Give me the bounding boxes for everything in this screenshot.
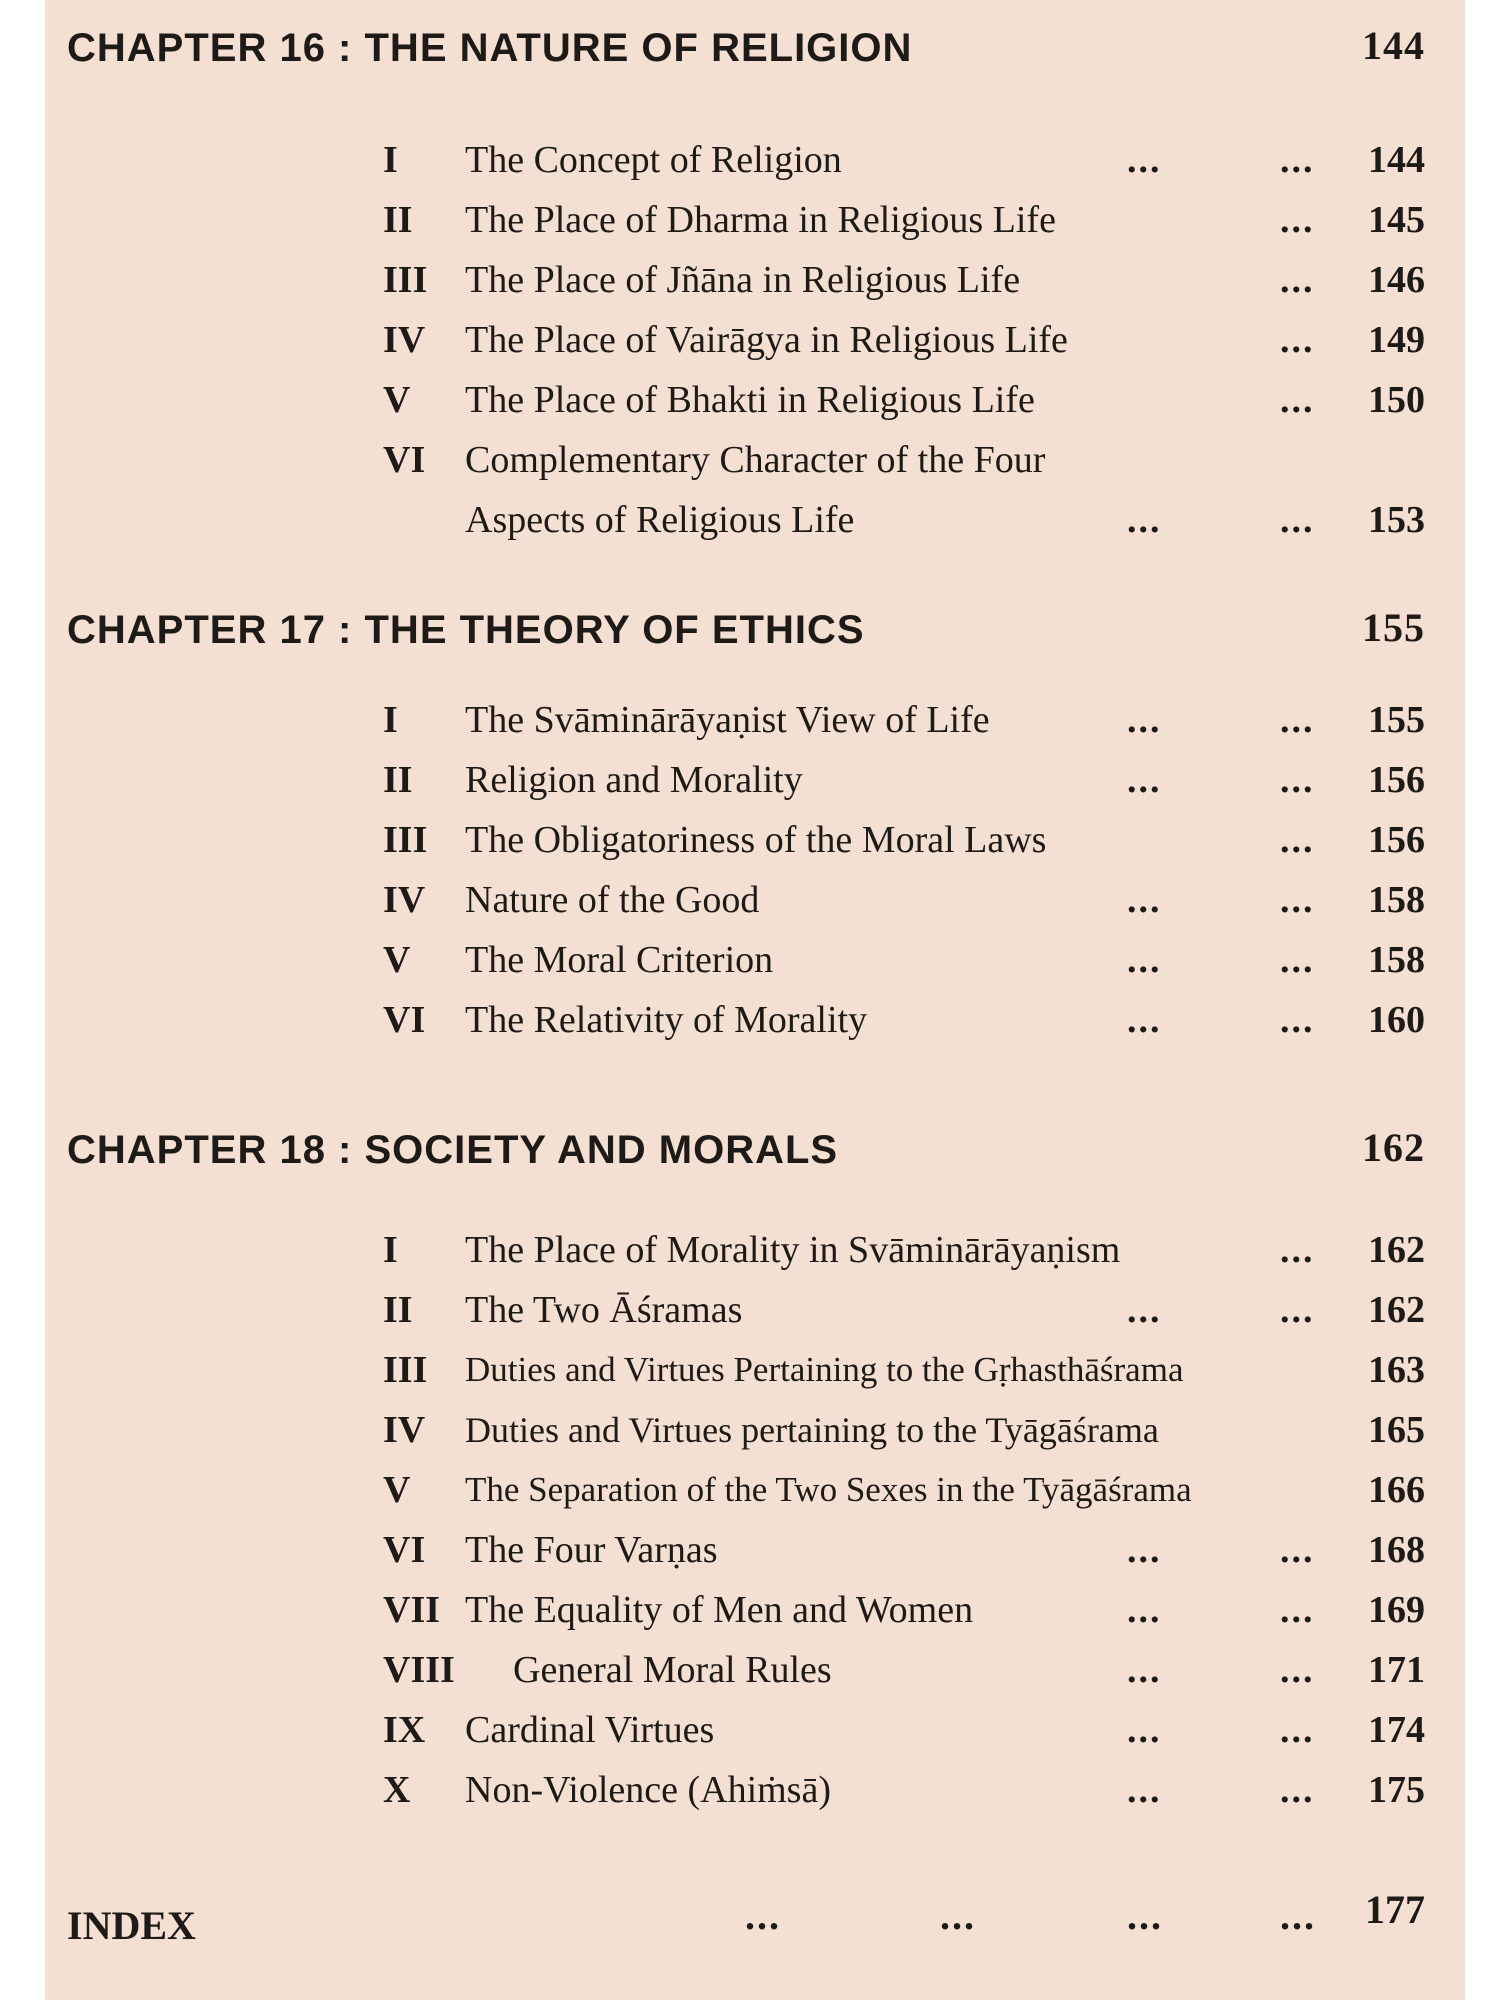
toc-entry[interactable]	[45, 370, 1465, 430]
leader-dots: ...	[1280, 319, 1315, 361]
entry-page: 144	[1368, 139, 1425, 181]
leader-dots: ...	[1280, 1893, 1316, 1938]
entry-title: The Two Āśramas	[465, 1289, 743, 1331]
chapter-18	[45, 1110, 1465, 1820]
chapter-title: CHAPTER 17 : THE THEORY OF ETHICS	[67, 608, 865, 652]
entry-page: 150	[1368, 379, 1425, 421]
entry-title: Religion and Morality	[465, 759, 803, 801]
entry-page: 153	[1368, 499, 1425, 541]
leader-dots: ...	[1280, 699, 1315, 741]
entry-title: The Moral Criterion	[465, 939, 774, 981]
leader-dots: ...	[745, 1893, 781, 1938]
entry-number: IV	[383, 1409, 426, 1451]
chapter-page: 155	[1362, 605, 1425, 650]
leader-dots: ...	[1127, 699, 1162, 741]
leader-dots: ...	[1280, 139, 1315, 181]
entry-title: The Four Varṇas	[465, 1529, 718, 1571]
leader-dots: ...	[1280, 939, 1315, 981]
index-page: 177	[1365, 1887, 1425, 1932]
leader-dots: ...	[1127, 1649, 1162, 1691]
toc-entry[interactable]	[45, 690, 1465, 750]
entry-title: The Concept of Religion	[465, 139, 842, 181]
chapter-page: 162	[1362, 1125, 1425, 1170]
toc-entry[interactable]	[45, 1580, 1465, 1640]
toc-entry[interactable]	[45, 930, 1465, 990]
entry-page: 149	[1368, 319, 1425, 361]
leader-dots: ...	[1280, 1589, 1315, 1631]
toc-entry[interactable]	[45, 1280, 1465, 1340]
leader-dots: ...	[1127, 1529, 1162, 1571]
entry-number: III	[383, 1349, 428, 1391]
entry-number: V	[383, 379, 411, 421]
entry-number: VII	[383, 1589, 441, 1631]
leader-dots: ...	[1127, 1893, 1163, 1938]
chapter-title: CHAPTER 16 : THE NATURE OF RELIGION	[67, 26, 913, 70]
entry-number: I	[383, 699, 398, 741]
leader-dots: ...	[1280, 1529, 1315, 1571]
toc-entry[interactable]	[45, 1700, 1465, 1760]
toc-entry[interactable]	[45, 310, 1465, 370]
entry-title: The Place of Vairāgya in Religious Life	[465, 319, 1068, 361]
toc-entry[interactable]	[45, 1220, 1465, 1280]
leader-dots: ...	[1280, 1709, 1315, 1751]
leader-dots: ...	[1127, 939, 1162, 981]
entry-number: IV	[383, 319, 426, 361]
toc-entry[interactable]	[45, 130, 1465, 190]
entry-number: I	[383, 1229, 398, 1271]
entry-title: The Place of Jñāna in Religious Life	[465, 259, 1021, 301]
entry-title-continued: Aspects of Religious Life	[465, 499, 855, 541]
leader-dots: ...	[1280, 819, 1315, 861]
leader-dots: ...	[1127, 879, 1162, 921]
entry-title: The Equality of Men and Women	[465, 1589, 974, 1631]
entry-number: VI	[383, 999, 426, 1041]
entry-title: Duties and Virtues Pertaining to the Gṛhasthāśrama	[465, 1350, 1184, 1389]
entry-page: 155	[1368, 699, 1425, 741]
entry-page: 166	[1368, 1469, 1425, 1511]
toc-entry[interactable]	[45, 750, 1465, 810]
entry-number: IV	[383, 879, 426, 921]
leader-dots: ...	[1280, 759, 1315, 801]
toc-entry[interactable]	[45, 430, 1465, 550]
entry-title: The Separation of the Two Sexes in the Tyāgāśrama	[465, 1470, 1192, 1509]
entry-title: General Moral Rules	[513, 1649, 832, 1691]
entry-number: III	[383, 259, 428, 301]
entry-page: 169	[1368, 1589, 1425, 1631]
entry-page: 156	[1368, 819, 1425, 861]
chapter-17	[45, 590, 1465, 1050]
leader-dots: ...	[1280, 1769, 1315, 1811]
entry-title: Cardinal Virtues	[465, 1709, 715, 1751]
entry-number: II	[383, 199, 413, 241]
leader-dots: ...	[1280, 199, 1315, 241]
leader-dots: ...	[1127, 139, 1162, 181]
entry-number: I	[383, 139, 398, 181]
entry-title: The Place of Bhakti in Religious Life	[465, 379, 1035, 421]
leader-dots: ...	[1127, 1709, 1162, 1751]
chapter-title: CHAPTER 18 : SOCIETY AND MORALS	[67, 1128, 839, 1172]
entry-number: VI	[383, 1529, 426, 1571]
entry-page: 160	[1368, 999, 1425, 1041]
entry-page: 162	[1368, 1229, 1425, 1271]
toc-entry[interactable]	[45, 1340, 1465, 1400]
leader-dots: ...	[1127, 1289, 1162, 1331]
toc-entry[interactable]	[45, 1520, 1465, 1580]
entry-page: 168	[1368, 1529, 1425, 1571]
index-label: INDEX	[67, 1903, 196, 1948]
entry-title: Complementary Character of the Four	[465, 439, 1046, 481]
leader-dots: ...	[1127, 999, 1162, 1041]
toc-entry[interactable]	[45, 1460, 1465, 1520]
toc-entry[interactable]	[45, 1760, 1465, 1820]
entry-page: 175	[1368, 1769, 1425, 1811]
leader-dots: ...	[1127, 499, 1162, 541]
toc-entry[interactable]	[45, 870, 1465, 930]
entry-page: 156	[1368, 759, 1425, 801]
leader-dots: ...	[1127, 759, 1162, 801]
entry-page: 171	[1368, 1649, 1425, 1691]
toc-entry[interactable]	[45, 1400, 1465, 1460]
entry-number: VI	[383, 439, 426, 481]
toc-entry[interactable]	[45, 250, 1465, 310]
leader-dots: ...	[1280, 1649, 1315, 1691]
leader-dots: ...	[1280, 1289, 1315, 1331]
toc-entry[interactable]	[45, 190, 1465, 250]
entry-title: Nature of the Good	[465, 879, 760, 921]
index-entry[interactable]	[45, 1880, 1465, 1960]
entry-title: Duties and Virtues pertaining to the Tyāgāśrama	[465, 1410, 1159, 1450]
entry-title: The Place of Dharma in Religious Life	[465, 199, 1056, 241]
entry-page: 174	[1368, 1709, 1425, 1751]
leader-dots: ...	[1127, 1769, 1162, 1811]
toc-entry[interactable]	[45, 1640, 1465, 1700]
entry-title: Non-Violence (Ahiṁsā)	[465, 1769, 831, 1811]
entry-page: 145	[1368, 199, 1425, 241]
chapter-heading	[45, 590, 1465, 660]
chapter-16	[45, 8, 1465, 550]
entry-page: 163	[1368, 1349, 1425, 1391]
entry-number: X	[383, 1769, 411, 1811]
entry-number: IX	[383, 1709, 426, 1751]
leader-dots: ...	[1280, 879, 1315, 921]
entry-title: The Relativity of Morality	[465, 999, 868, 1041]
entry-number: III	[383, 819, 428, 861]
entry-title: The Obligatoriness of the Moral Laws	[465, 819, 1047, 861]
entry-number: V	[383, 1469, 411, 1511]
entry-page: 165	[1368, 1409, 1425, 1451]
entry-page: 158	[1368, 939, 1425, 981]
book-page	[45, 0, 1465, 2000]
entry-number: V	[383, 939, 411, 981]
leader-dots: ...	[1127, 1589, 1162, 1631]
entry-page: 162	[1368, 1289, 1425, 1331]
chapter-heading	[45, 8, 1465, 78]
toc-entry[interactable]	[45, 990, 1465, 1050]
chapter-page: 144	[1362, 23, 1425, 68]
leader-dots: ...	[1280, 259, 1315, 301]
entry-title: The Place of Morality in Svāminārāyaṇism	[465, 1229, 1121, 1271]
entry-title: The Svāminārāyaṇist View of Life	[465, 699, 990, 741]
leader-dots: ...	[1280, 1229, 1315, 1271]
entry-number: II	[383, 759, 413, 801]
leader-dots: ...	[940, 1893, 976, 1938]
toc-entry[interactable]	[45, 810, 1465, 870]
entry-number: II	[383, 1289, 413, 1331]
entry-page: 158	[1368, 879, 1425, 921]
leader-dots: ...	[1280, 999, 1315, 1041]
leader-dots: ...	[1280, 379, 1315, 421]
leader-dots: ...	[1280, 499, 1315, 541]
chapter-heading	[45, 1110, 1465, 1180]
entry-page: 146	[1368, 259, 1425, 301]
entry-number: VIII	[383, 1649, 455, 1691]
